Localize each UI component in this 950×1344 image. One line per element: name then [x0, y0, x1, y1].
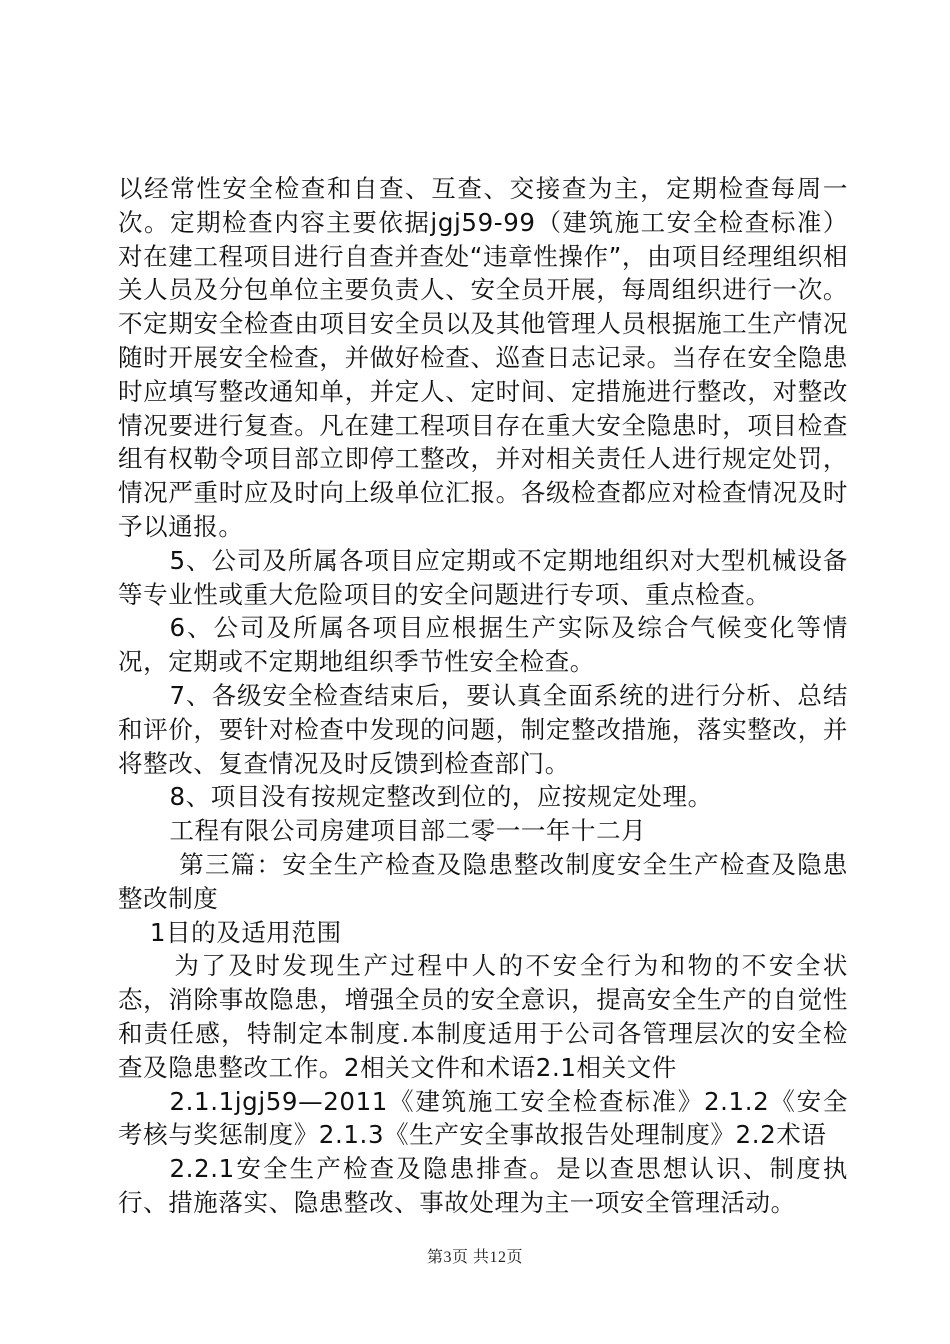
paragraph-inspection-types: 以经常性安全检查和自查、互查、交接查为主，定期检查每周一次。定期检查内容主要依据jgj59-99（建筑施工安全检查标准）对在建工程项目进行自查并查处“违章性操作”，由项目经理组织相关人员及分包单位主要负责人、安全员开展，每周组织进行一次。不定期安全检查由项目安全员以及其他管理人员根据施工生产情况随时开展安全检查，并做好检查、巡查日志记录。当存在安全隐患时应填写整改通知单，并定人、定时间、定措施进行整改，对整改情况要进行复查。凡在建工程项目存在重大安全隐患时，项目检查组有权勒令项目部立即停工整改，并对相关责任人进行规定处罚，情况严重时应及时向上级单位汇报。各级检查都应对检查情况及时予以通报。	[118, 174, 848, 541]
paragraph-related-documents: 2.1.1jgj59—2011《建筑施工安全检查标准》2.1.2《安全考核与奖惩制度》2.1.3《生产安全事故报告处理制度》2.2术语	[118, 1086, 848, 1150]
paragraph-signature-date: 工程有限公司房建项目部二零一一年十二月	[169, 816, 647, 846]
paragraph-purpose: 为了及时发现生产过程中人的不安全行为和物的不安全状态，消除事故隐患，增强全员的安全意识，提高安全生产的自觉性和责任感，特制定本制度.本制度适用于公司各管理层次的安全检查及隐患整改工作。2相关文件和术语2.1相关文件	[118, 951, 848, 1082]
document-body	[118, 172, 848, 1220]
page-footer: 第3页 共12页	[426, 1249, 523, 1266]
section-heading-part-three: 第三篇：安全生产检查及隐患整改制度安全生产检查及隐患整改制度	[118, 849, 848, 913]
paragraph-terms: 2.2.1安全生产检查及隐患排查。是以查思想认识、制度执行、措施落实、隐患整改、事故处理为主一项安全管理活动。	[118, 1154, 848, 1217]
paragraph-item-6: 6、公司及所属各项目应根据生产实际及综合气候变化等情况，定期或不定期地组织季节性安全检查。	[118, 613, 848, 677]
paragraph-item-8: 8、项目没有按规定整改到位的，应按规定处理。	[169, 782, 713, 812]
section-heading-purpose: 1目的及适用范围	[149, 917, 342, 947]
paragraph-item-5: 5、公司及所属各项目应定期或不定期地组织对大型机械设备等专业性或重大危险项目的安全问题进行专项、重点检查。	[118, 545, 848, 609]
paragraph-item-7: 7、各级安全检查结束后，要认真全面系统的进行分析、总结和评价，要针对检查中发现的问题，制定整改措施，落实整改，并将整改、复查情况及时反馈到检查部门。	[118, 680, 848, 778]
